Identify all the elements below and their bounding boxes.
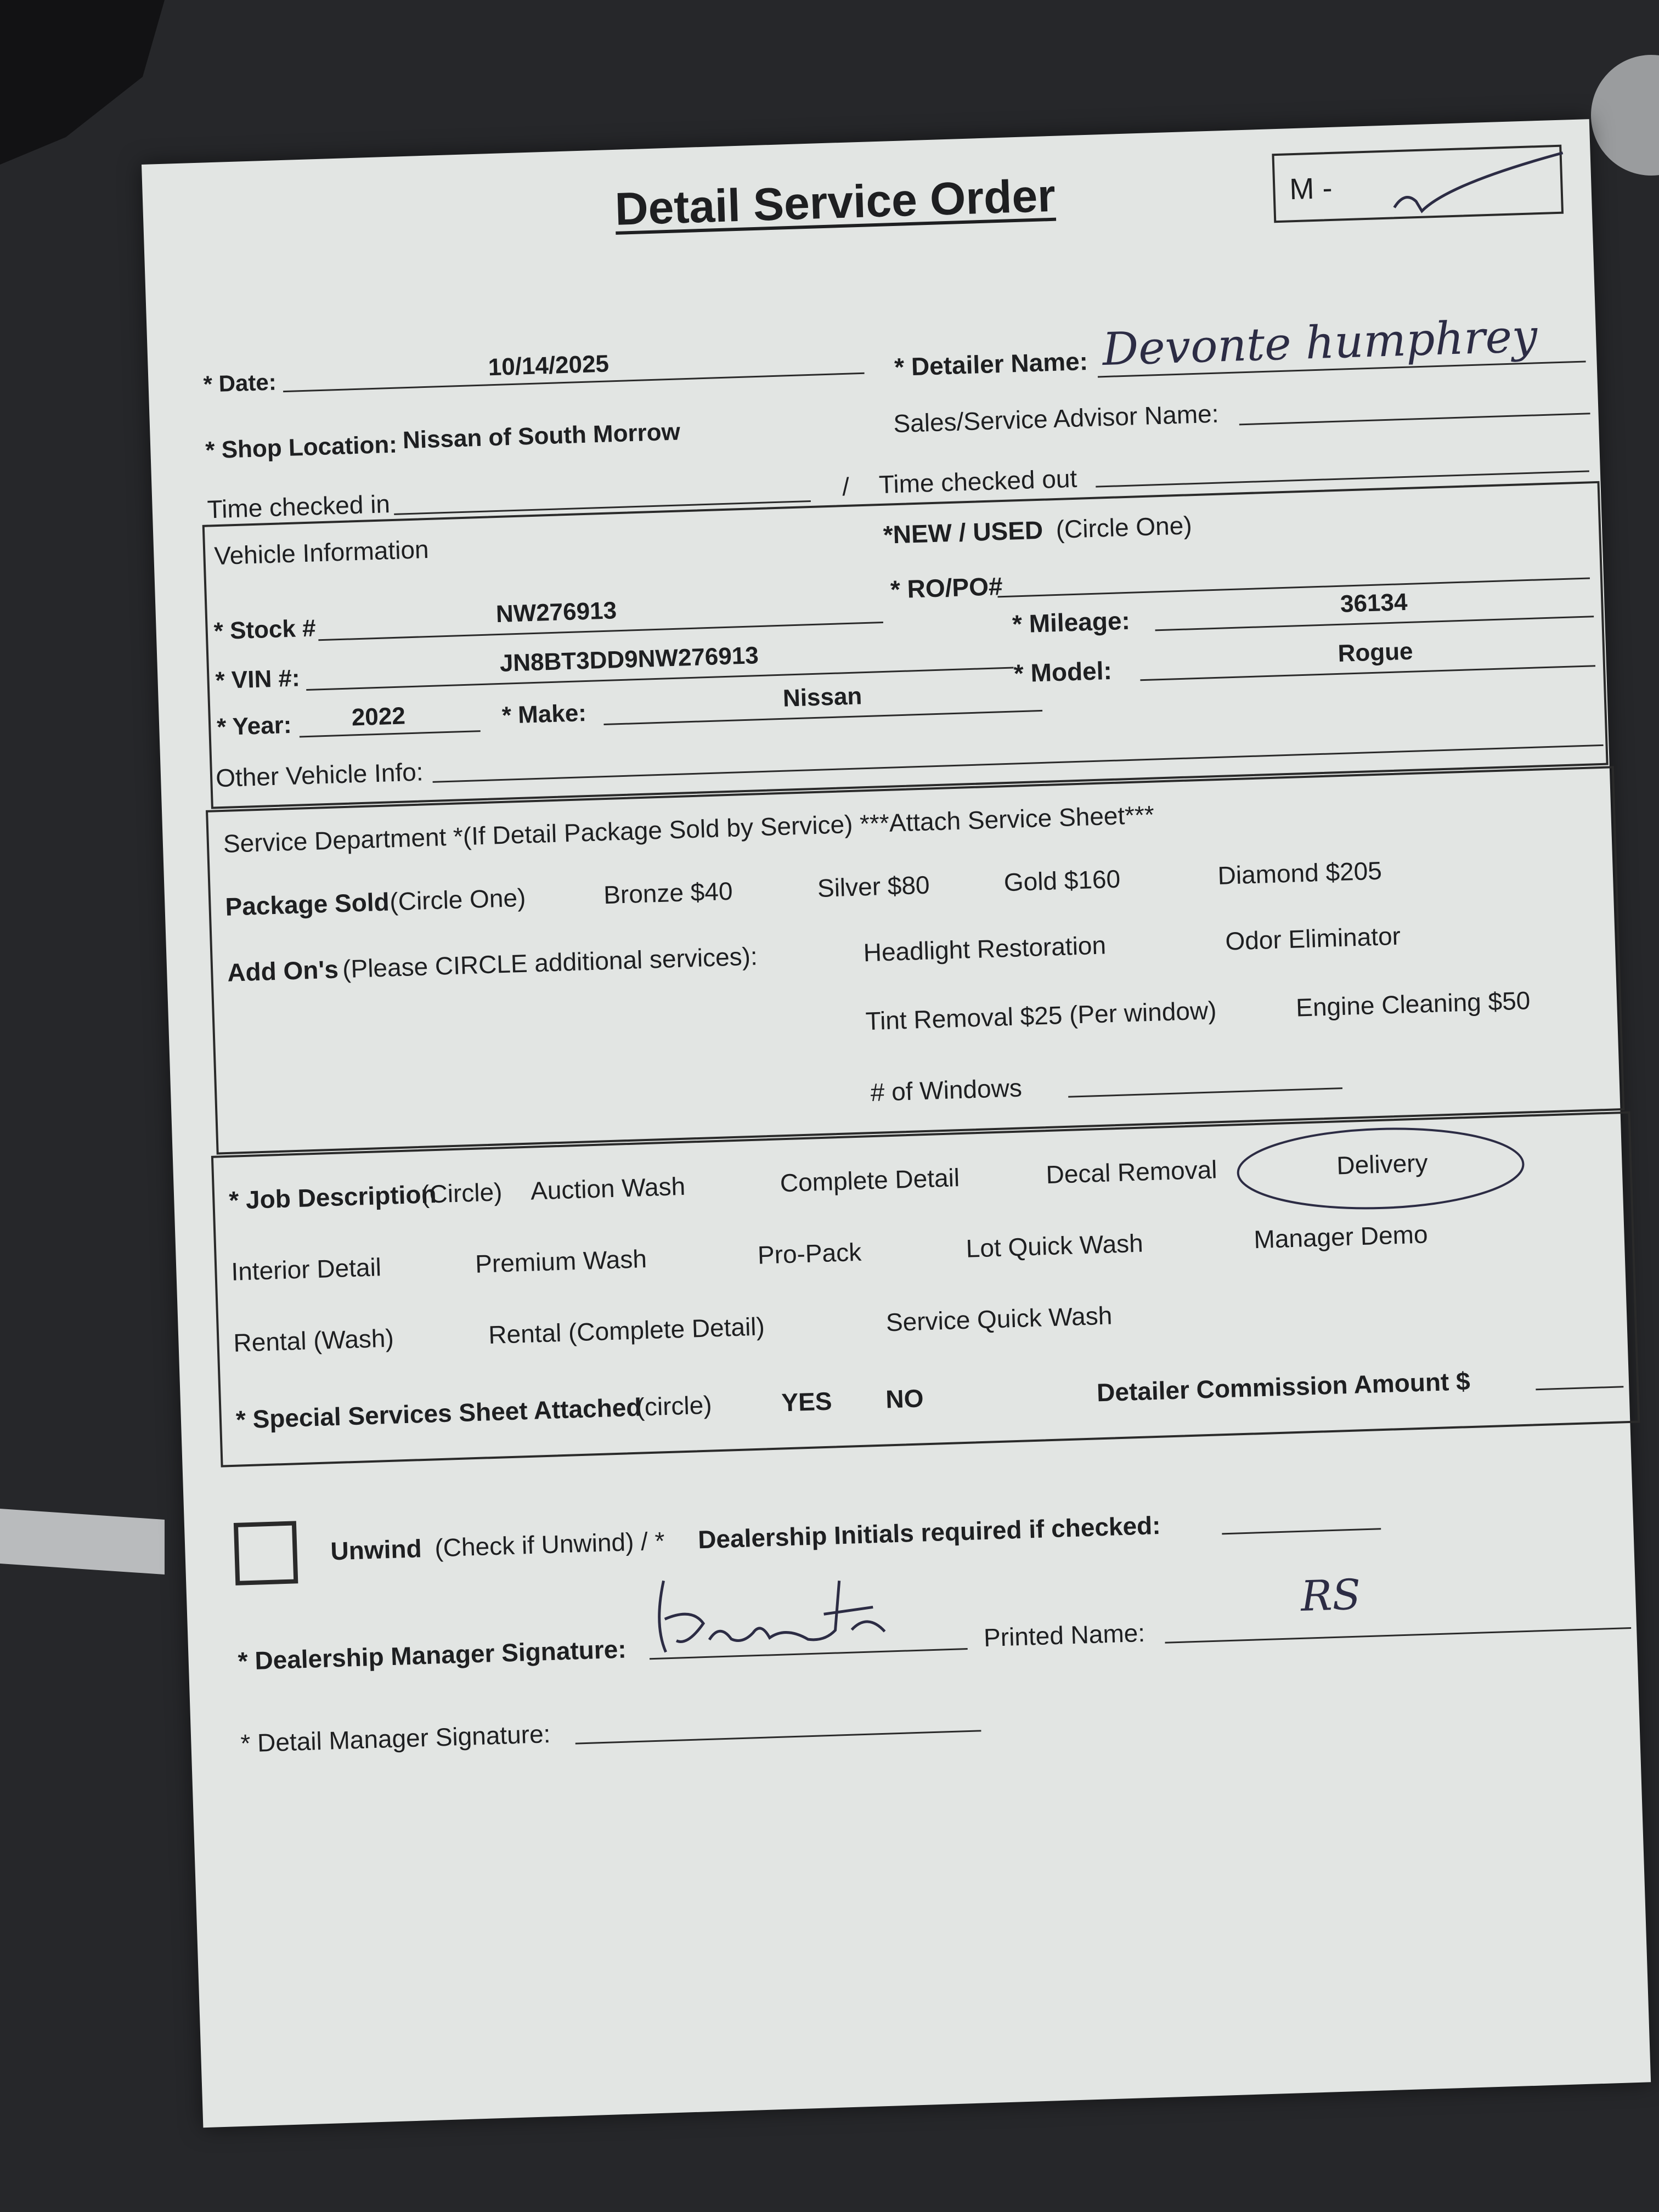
corner-check-mark (1381, 142, 1581, 224)
vehicle-info-label: Vehicle Information (213, 534, 430, 571)
job-lot-quick-wash: Lot Quick Wash (965, 1228, 1144, 1263)
special-services-hint: (circle) (635, 1390, 713, 1421)
stock-label: * Stock # (213, 614, 317, 645)
mileage-label: * Mileage: (1012, 606, 1131, 639)
dealership-manager-sig-label: * Dealership Manager Signature: (237, 1634, 627, 1675)
delivery-circle-mark (1226, 1114, 1536, 1223)
printed-name-line (1165, 1627, 1632, 1644)
job-delivery: Delivery (1336, 1148, 1429, 1180)
windows-label: # of Windows (870, 1073, 1023, 1107)
package-gold: Gold $160 (1003, 864, 1121, 897)
new-used-label: *NEW / USED (883, 515, 1043, 549)
printed-name-label: Printed Name: (983, 1618, 1146, 1652)
initials-line (1222, 1528, 1381, 1534)
ropo-label: * RO/PO# (890, 572, 1003, 604)
special-yes: YES (781, 1386, 833, 1417)
job-description-label: * Job Description (228, 1180, 437, 1215)
model-label: * Model: (1013, 656, 1113, 688)
package-sold-hint: (Circle One) (389, 883, 527, 916)
special-no: NO (885, 1384, 924, 1414)
addon-tint: Tint Removal $25 (Per window) (865, 996, 1217, 1036)
detailer-name-value: Devonte humphrey (1101, 310, 1538, 376)
time-slash: / (842, 472, 850, 501)
advisor-name-label: Sales/Service Advisor Name: (893, 399, 1220, 438)
shop-location-value: Nissan of South Morrow (402, 418, 681, 454)
job-rental-wash: Rental (Wash) (233, 1323, 394, 1357)
mileage-value: 36134 (1340, 588, 1408, 618)
addons-label: Add On's (227, 955, 339, 987)
vin-value: JN8BT3DD9NW276913 (499, 642, 759, 677)
make-label: * Make: (501, 699, 587, 729)
job-pro-pack: Pro-Pack (757, 1237, 862, 1269)
corner-box-label: M - (1289, 171, 1333, 206)
shop-location-label: * Shop Location: (205, 431, 398, 464)
job-interior-detail: Interior Detail (230, 1252, 382, 1286)
service-dept-header: Service Department *(If Detail Package Sold by Service) ***Attach Service Sheet*** (223, 800, 1155, 858)
page-title: Detail Service Order (614, 169, 1057, 235)
package-bronze: Bronze $40 (603, 876, 733, 910)
addon-odor: Odor Eliminator (1224, 921, 1401, 956)
job-rental-complete: Rental (Complete Detail) (488, 1312, 765, 1350)
stock-value: NW276913 (495, 597, 617, 628)
addons-hint: (Please CIRCLE additional services): (342, 941, 758, 984)
package-diamond: Diamond $205 (1217, 856, 1383, 890)
new-used-hint: (Circle One) (1055, 511, 1193, 544)
addon-headlight: Headlight Restoration (862, 930, 1107, 967)
advisor-name-line (1239, 413, 1590, 425)
job-premium-wash: Premium Wash (475, 1244, 647, 1278)
job-complete-detail: Complete Detail (780, 1163, 960, 1198)
addon-engine: Engine Cleaning $50 (1295, 986, 1531, 1022)
date-value: 10/14/2025 (488, 350, 610, 381)
unwind-label: Unwind (330, 1534, 422, 1566)
other-vehicle-info-label: Other Vehicle Info: (215, 757, 424, 793)
unwind-checkbox[interactable] (234, 1521, 298, 1585)
package-sold-label: Package Sold (224, 887, 390, 921)
job-auction-wash: Auction Wash (530, 1171, 686, 1205)
dealership-manager-signature[interactable] (641, 1555, 974, 1675)
detailer-name-label: * Detailer Name: (894, 347, 1088, 382)
year-label: * Year: (216, 711, 292, 741)
time-in-label: Time checked in (206, 489, 391, 524)
service-order-sheet (142, 119, 1651, 2128)
unwind-hint: (Check if Unwind) / * (434, 1526, 665, 1562)
job-description-hint: (Circle) (420, 1177, 503, 1209)
make-value: Nissan (782, 682, 862, 712)
detail-manager-sig-line (575, 1730, 981, 1744)
vin-label: * VIN #: (215, 664, 301, 695)
job-service-quick-wash: Service Quick Wash (885, 1301, 1113, 1337)
model-value: Rogue (1337, 637, 1414, 667)
time-out-label: Time checked out (878, 464, 1077, 499)
detail-manager-sig-label: * Detail Manager Signature: (240, 1719, 551, 1758)
special-services-label: * Special Services Sheet Attached (235, 1392, 642, 1434)
package-silver: Silver $80 (817, 870, 930, 902)
date-label: * Date: (202, 369, 277, 397)
commission-label: Detailer Commission Amount $ (1096, 1367, 1471, 1407)
initials-label: Dealership Initials required if checked: (697, 1510, 1161, 1554)
year-value: 2022 (351, 702, 406, 731)
job-manager-demo: Manager Demo (1253, 1220, 1429, 1254)
job-decal-removal: Decal Removal (1045, 1155, 1218, 1189)
printed-name-value: RS (1300, 1570, 1362, 1621)
